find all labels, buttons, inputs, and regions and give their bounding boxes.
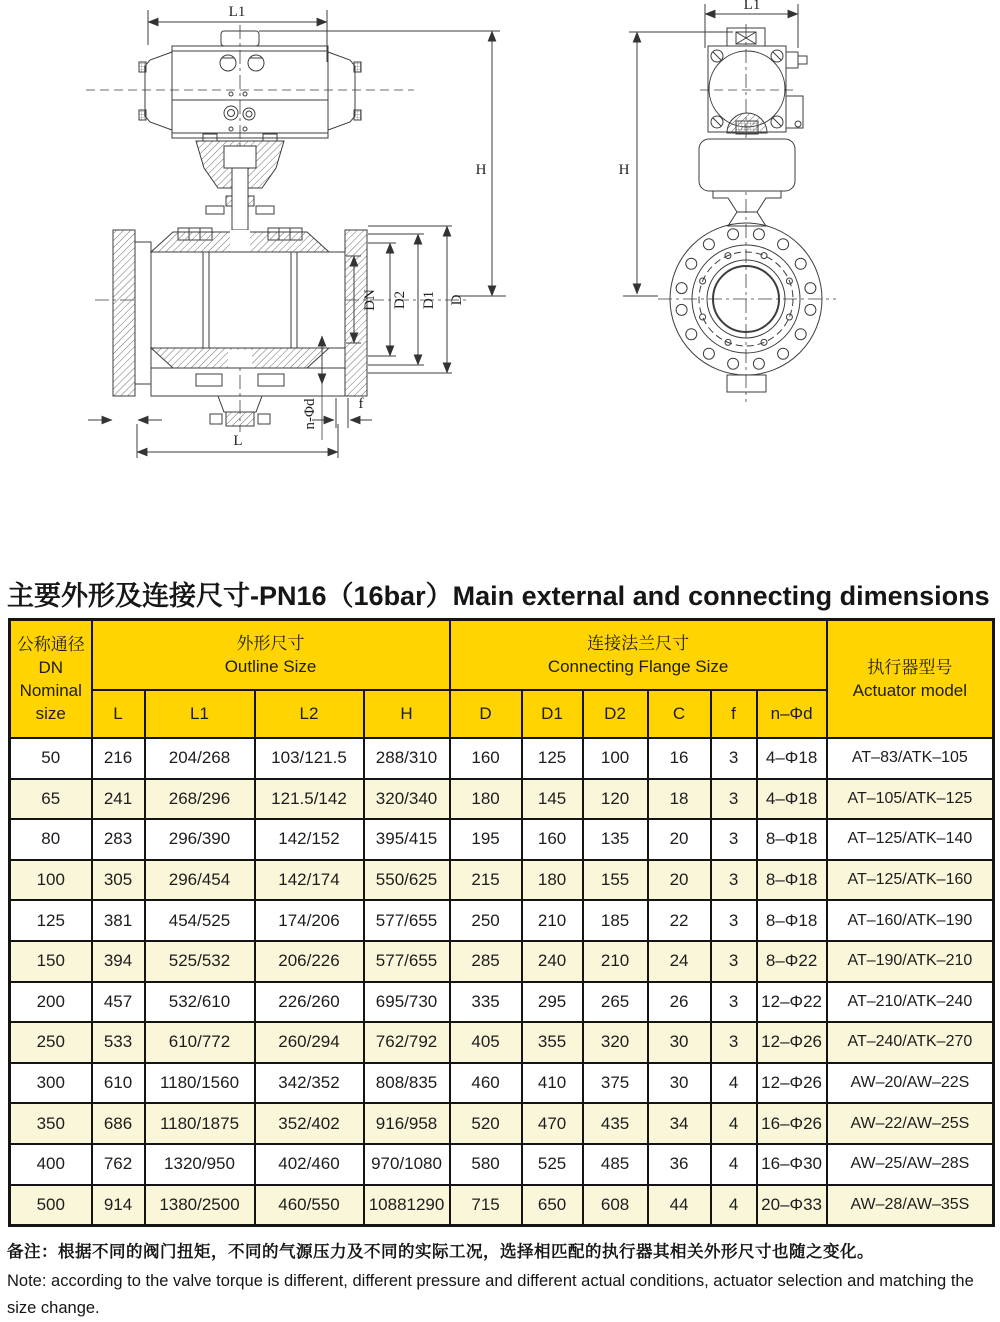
dim-label-d2: D2 [392, 290, 408, 310]
table-cell: 265 [583, 982, 648, 1023]
table-cell: 30 [648, 1022, 711, 1063]
table-cell: 3 [711, 982, 757, 1023]
table-cell: 686 [92, 1103, 145, 1144]
table-cell: 3 [711, 738, 757, 779]
table-cell: 204/268 [145, 738, 255, 779]
table-cell: 577/655 [364, 941, 450, 982]
table-cell: 916/958 [364, 1103, 450, 1144]
table-cell: AT–105/ATK–125 [827, 779, 994, 820]
table-row [10, 1103, 994, 1144]
table-cell: 3 [711, 819, 757, 860]
table-row [10, 941, 994, 982]
table-cell: AW–20/AW–22S [827, 1063, 994, 1104]
dim-label-d1: D1 [421, 290, 437, 310]
header-actuator-en: Actuator model [852, 681, 968, 700]
table-cell: 12–Φ26 [757, 1022, 827, 1063]
table-cell: 1180/1560 [145, 1063, 255, 1104]
dim-label-d: D [449, 294, 465, 306]
table-cell: 8–Φ18 [757, 819, 827, 860]
table-row [10, 1144, 994, 1185]
table-cell: 3 [711, 1022, 757, 1063]
note-english: Note: according to the valve torque is different, different pressure and different actual conditions, actuator selection and matching the size change. [7, 1272, 974, 1317]
table-cell: 4–Φ18 [757, 738, 827, 779]
table-cell: 914 [92, 1185, 145, 1226]
technical-drawings [0, 0, 1000, 570]
table-cell: 320 [583, 1022, 648, 1063]
table-cell: 142/152 [255, 819, 364, 860]
table-cell: 195 [450, 819, 522, 860]
table-row [10, 1063, 994, 1104]
notes-section [7, 1238, 997, 1322]
table-cell: 103/121.5 [255, 738, 364, 779]
table-cell: 200 [10, 982, 92, 1023]
table-cell: 4–Φ18 [757, 779, 827, 820]
table-cell: AT–125/ATK–160 [827, 860, 994, 901]
header-actuator-cn: 执行器型号 [867, 658, 953, 677]
table-cell: AT–240/ATK–270 [827, 1022, 994, 1063]
table-cell: 80 [10, 819, 92, 860]
header-dn-cn: 公称通径 [16, 635, 85, 654]
header-dn [10, 620, 92, 739]
dim-label-l: L [233, 433, 243, 449]
table-cell: 610/772 [145, 1022, 255, 1063]
table-cell: 402/460 [255, 1144, 364, 1185]
table-cell: 16 [648, 738, 711, 779]
table-cell: 50 [10, 738, 92, 779]
table-cell: 970/1080 [364, 1144, 450, 1185]
table-cell: 3 [711, 941, 757, 982]
table-cell: 460 [450, 1063, 522, 1104]
table-cell: 500 [10, 1185, 92, 1226]
table-cell: 381 [92, 900, 145, 941]
header-flange-cn: 连接法兰尺寸 [587, 634, 690, 653]
table-cell: 342/352 [255, 1063, 364, 1104]
table-cell: AT–210/ATK–240 [827, 982, 994, 1023]
table-cell: 3 [711, 779, 757, 820]
table-cell: AW–22/AW–25S [827, 1103, 994, 1144]
table-cell: 715 [450, 1185, 522, 1226]
table-cell: 20–Φ33 [757, 1185, 827, 1226]
table-cell: 470 [522, 1103, 583, 1144]
table-cell: 525/532 [145, 941, 255, 982]
front-view-drawing [86, 4, 506, 458]
dimensions-table [8, 618, 995, 1227]
table-cell: 135 [583, 819, 648, 860]
table-cell: 394 [92, 941, 145, 982]
table-cell: 121.5/142 [255, 779, 364, 820]
table-cell: 295 [522, 982, 583, 1023]
table-cell: 16–Φ30 [757, 1144, 827, 1185]
table-cell: 350 [10, 1103, 92, 1144]
table-cell: 18 [648, 779, 711, 820]
table-cell: 1320/950 [145, 1144, 255, 1185]
table-cell: 375 [583, 1063, 648, 1104]
table-cell: 155 [583, 860, 648, 901]
table-cell: 610 [92, 1063, 145, 1104]
header-col-L2: L2 [255, 690, 364, 738]
table-cell: 533 [92, 1022, 145, 1063]
valve-drawings-canvas [0, 0, 1000, 570]
table-cell: 485 [583, 1144, 648, 1185]
table-cell: 16–Φ26 [757, 1103, 827, 1144]
header-col-L: L [92, 690, 145, 738]
table-cell: 520 [450, 1103, 522, 1144]
table-cell: 241 [92, 779, 145, 820]
table-cell: AT–125/ATK–140 [827, 819, 994, 860]
table-cell: 65 [10, 779, 92, 820]
table-cell: 226/260 [255, 982, 364, 1023]
table-cell: AT–190/ATK–210 [827, 941, 994, 982]
table-cell: 8–Φ22 [757, 941, 827, 982]
header-outline-group [92, 620, 450, 691]
table-cell: 532/610 [145, 982, 255, 1023]
table-cell: 762 [92, 1144, 145, 1185]
table-cell: 100 [10, 860, 92, 901]
table-cell: 4 [711, 1103, 757, 1144]
dim-label-n-phi-d: n-Φd [302, 398, 318, 430]
table-cell: 44 [648, 1185, 711, 1226]
table-cell: 285 [450, 941, 522, 982]
table-cell: 12–Φ26 [757, 1063, 827, 1104]
table-cell: 180 [522, 860, 583, 901]
table-cell: 250 [10, 1022, 92, 1063]
table-row [10, 982, 994, 1023]
table-cell: 125 [10, 900, 92, 941]
table-cell: 454/525 [145, 900, 255, 941]
table-cell: 405 [450, 1022, 522, 1063]
table-cell: 8–Φ18 [757, 900, 827, 941]
dim-label-f: f [358, 396, 364, 412]
table-cell: 210 [583, 941, 648, 982]
table-cell: 1380/2500 [145, 1185, 255, 1226]
header-outline-en: Outline Size [224, 657, 317, 676]
header-col-C: C [648, 690, 711, 738]
table-row [10, 819, 994, 860]
table-cell: 160 [522, 819, 583, 860]
table-cell: 525 [522, 1144, 583, 1185]
header-col-D2: D2 [583, 690, 648, 738]
table-cell: 30 [648, 1063, 711, 1104]
header-col-L1: L1 [145, 690, 255, 738]
table-row [10, 738, 994, 779]
table-cell: 215 [450, 860, 522, 901]
table-cell: 608 [583, 1185, 648, 1226]
table-cell: 288/310 [364, 738, 450, 779]
table-cell: 400 [10, 1144, 92, 1185]
table-cell: 216 [92, 738, 145, 779]
table-cell: 250 [450, 900, 522, 941]
table-cell: 240 [522, 941, 583, 982]
table-cell: 335 [450, 982, 522, 1023]
dim-label-l1-side: L1 [743, 0, 761, 13]
table-cell: 355 [522, 1022, 583, 1063]
table-cell: 20 [648, 819, 711, 860]
dim-label-l1-front: L1 [228, 4, 246, 20]
table-cell: 1180/1875 [145, 1103, 255, 1144]
table-cell: 395/415 [364, 819, 450, 860]
table-row [10, 900, 994, 941]
table-cell: 185 [583, 900, 648, 941]
page-title: 主要外形及连接尺寸-PN16（16bar）Main external and connecting dimensions [7, 581, 990, 611]
side-view-drawing [619, 0, 836, 402]
table-cell: 145 [522, 779, 583, 820]
header-flange-group [450, 620, 827, 691]
table-cell: 160 [450, 738, 522, 779]
header-flange-en: Connecting Flange Size [547, 657, 729, 676]
table-cell: AT–160/ATK–190 [827, 900, 994, 941]
table-row [10, 1022, 994, 1063]
dim-label-h-side: H [618, 162, 630, 178]
table-cell: 10881290 [364, 1185, 450, 1226]
table-row [10, 1185, 994, 1226]
table-cell: 36 [648, 1144, 711, 1185]
table-cell: 3 [711, 860, 757, 901]
table-cell: 580 [450, 1144, 522, 1185]
note-chinese: 备注：根据不同的阀门扭矩，不同的气源压力及不同的实际工况，选择相匹配的执行器其相关外形尺寸也随之变化。 [7, 1243, 874, 1261]
table-cell: 577/655 [364, 900, 450, 941]
table-cell: 4 [711, 1185, 757, 1226]
table-body [10, 738, 994, 1226]
table-cell: 435 [583, 1103, 648, 1144]
dim-label-dn: DN [362, 289, 378, 311]
header-col-H: H [364, 690, 450, 738]
header-dn-line3: Nominal [19, 681, 82, 700]
header-actuator [827, 620, 994, 739]
table-cell: 305 [92, 860, 145, 901]
table-cell: 352/402 [255, 1103, 364, 1144]
table-cell: 457 [92, 982, 145, 1023]
table-cell: 34 [648, 1103, 711, 1144]
table-cell: 150 [10, 941, 92, 982]
table-cell: 8–Φ18 [757, 860, 827, 901]
header-col-D: D [450, 690, 522, 738]
header-outline-cn: 外形尺寸 [236, 634, 305, 653]
table-cell: 100 [583, 738, 648, 779]
table-cell: 550/625 [364, 860, 450, 901]
table-cell: AW–25/AW–28S [827, 1144, 994, 1185]
table-row [10, 860, 994, 901]
table-cell: 12–Φ22 [757, 982, 827, 1023]
table-cell: 268/296 [145, 779, 255, 820]
dim-label-h-front: H [475, 162, 487, 178]
table-cell: 3 [711, 900, 757, 941]
table-cell: 808/835 [364, 1063, 450, 1104]
table-cell: 174/206 [255, 900, 364, 941]
table-cell: 26 [648, 982, 711, 1023]
table-row [10, 779, 994, 820]
table-cell: 4 [711, 1144, 757, 1185]
table-cell: 695/730 [364, 982, 450, 1023]
header-dn-line4: size [35, 704, 66, 723]
table-cell: 300 [10, 1063, 92, 1104]
table-cell: 260/294 [255, 1022, 364, 1063]
table-cell: 22 [648, 900, 711, 941]
table-cell: 410 [522, 1063, 583, 1104]
table-cell: 320/340 [364, 779, 450, 820]
table-cell: 20 [648, 860, 711, 901]
table-cell: 125 [522, 738, 583, 779]
table-cell: 283 [92, 819, 145, 860]
table-cell: AT–83/ATK–105 [827, 738, 994, 779]
table-cell: 120 [583, 779, 648, 820]
table-cell: AW–28/AW–35S [827, 1185, 994, 1226]
table-cell: 142/174 [255, 860, 364, 901]
table-cell: 210 [522, 900, 583, 941]
table-cell: 206/226 [255, 941, 364, 982]
header-dn-line2: DN [38, 658, 64, 677]
table-cell: 460/550 [255, 1185, 364, 1226]
header-col-D1: D1 [522, 690, 583, 738]
table-cell: 296/454 [145, 860, 255, 901]
table-cell: 180 [450, 779, 522, 820]
table-cell: 24 [648, 941, 711, 982]
header-col-f: f [711, 690, 757, 738]
table-cell: 762/792 [364, 1022, 450, 1063]
table-cell: 296/390 [145, 819, 255, 860]
header-col-n-phi-d: n–Φd [757, 690, 827, 738]
table-cell: 4 [711, 1063, 757, 1104]
table-cell: 650 [522, 1185, 583, 1226]
